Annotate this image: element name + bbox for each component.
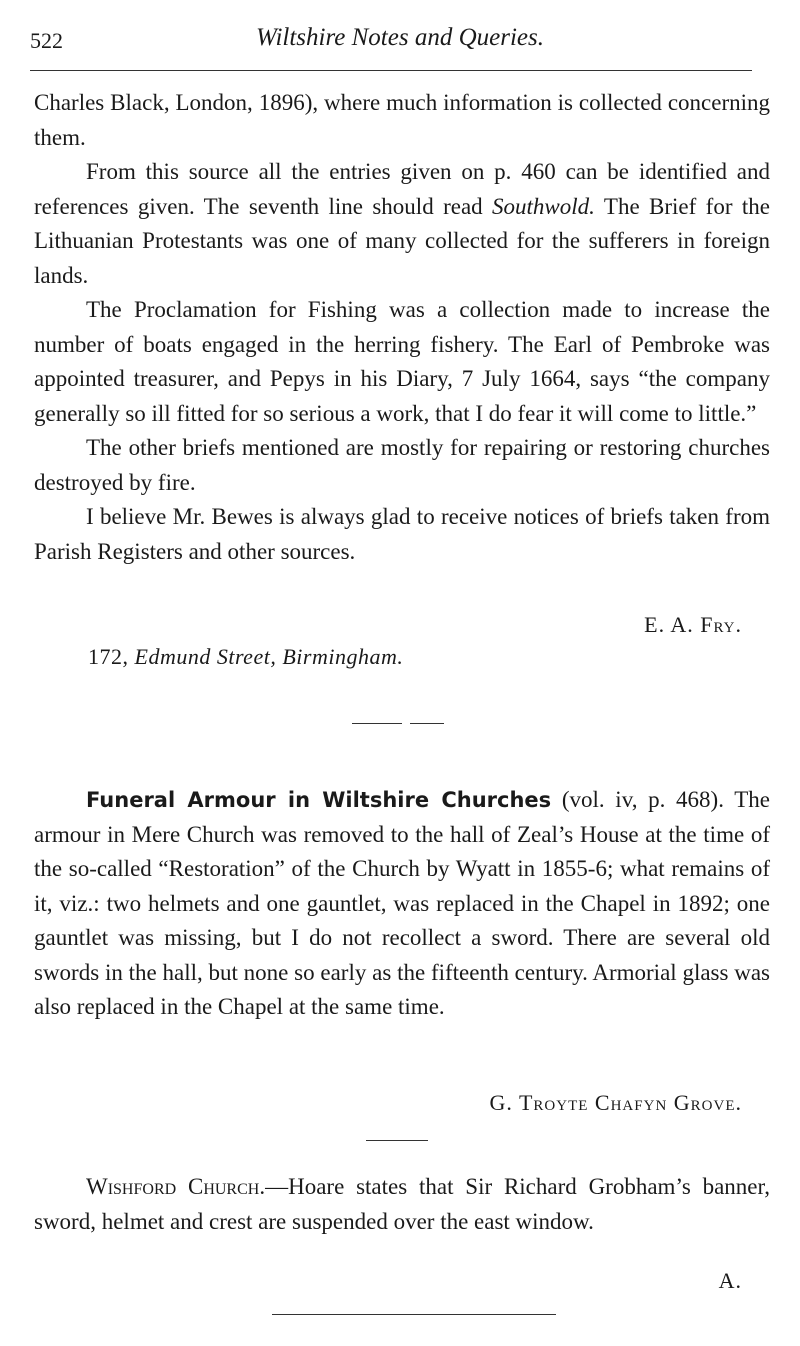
volume-reference: (vol. iv, p. 468). <box>551 787 724 812</box>
signature-a: A. <box>718 1268 742 1293</box>
paragraph-text: The armour in Mere Church was removed to the hall of Zeal’s House at the time of the so-called “Restoration” of the Church by Wyatt in 1855-6; what remains of it, viz.: two helmets and one gauntlet, was replaced in the Chapel in 1892; one gauntlet was missing, but I do not recollect a sword. There are several old swords in the hall, but none so early as the fifteenth century. Armorial glass was also replaced in the Chapel at the same time. <box>34 787 770 1019</box>
section-wishford <box>34 1170 770 1239</box>
address-street: Edmund Street, Birmingham. <box>134 644 404 669</box>
divider-left <box>352 723 402 724</box>
paragraph-text: —Hoare states that Sir Richard Grobham’s banner, sword, helmet and crest are suspended over the east window. <box>34 1174 770 1234</box>
address-number: 172, <box>88 644 135 669</box>
paragraph <box>34 783 770 1025</box>
paragraph: I believe Mr. Bewes is always glad to receive notices of briefs taken from Parish Registers and other sources. <box>34 504 770 564</box>
page-number: 522 <box>30 28 63 53</box>
section-funeral-armour <box>34 783 770 1025</box>
paragraph-text: From this source all the entries given on p. 460 can be identified and references given. The seventh line should read <box>34 159 770 219</box>
divider-right <box>410 723 444 724</box>
header-rule <box>30 70 752 71</box>
paragraph: The Proclamation for Fishing was a collection made to increase the number of boats engaged in the herring fishery. The Earl of Pembroke was appointed treasurer, and Pepys in his Diary, 7 July 1664, says “the company generally so ill fitted for so serious a work, that I do fear it will come to little.” <box>34 297 770 426</box>
end-rule <box>272 1314 556 1315</box>
section-lead: Wishford Church. <box>86 1174 266 1199</box>
paragraph: The other briefs mentioned are mostly for repairing or restoring churches destroyed by fire. <box>34 435 770 495</box>
address <box>88 644 403 670</box>
paragraph <box>34 1170 770 1239</box>
divider-short <box>366 1140 428 1141</box>
section-briefs <box>34 86 770 569</box>
paragraph-text: The Brief for the Lithuanian Protestants was one of many collected for the sufferers in foreign lands. <box>34 193 770 288</box>
signature-grove: G. Troyte Chafyn Grove. <box>489 1090 742 1115</box>
section-heading: Funeral Armour in Wiltshire Churches <box>86 788 552 812</box>
italic-place-name: Southwold. <box>492 193 595 219</box>
running-title: Wiltshire Notes and Queries. <box>256 24 544 51</box>
paragraph <box>34 155 770 293</box>
paragraph: Charles Black, London, 1896), where much information is collected concerning them. <box>34 90 770 150</box>
signature-fry: E. A. Fry. <box>644 612 742 637</box>
